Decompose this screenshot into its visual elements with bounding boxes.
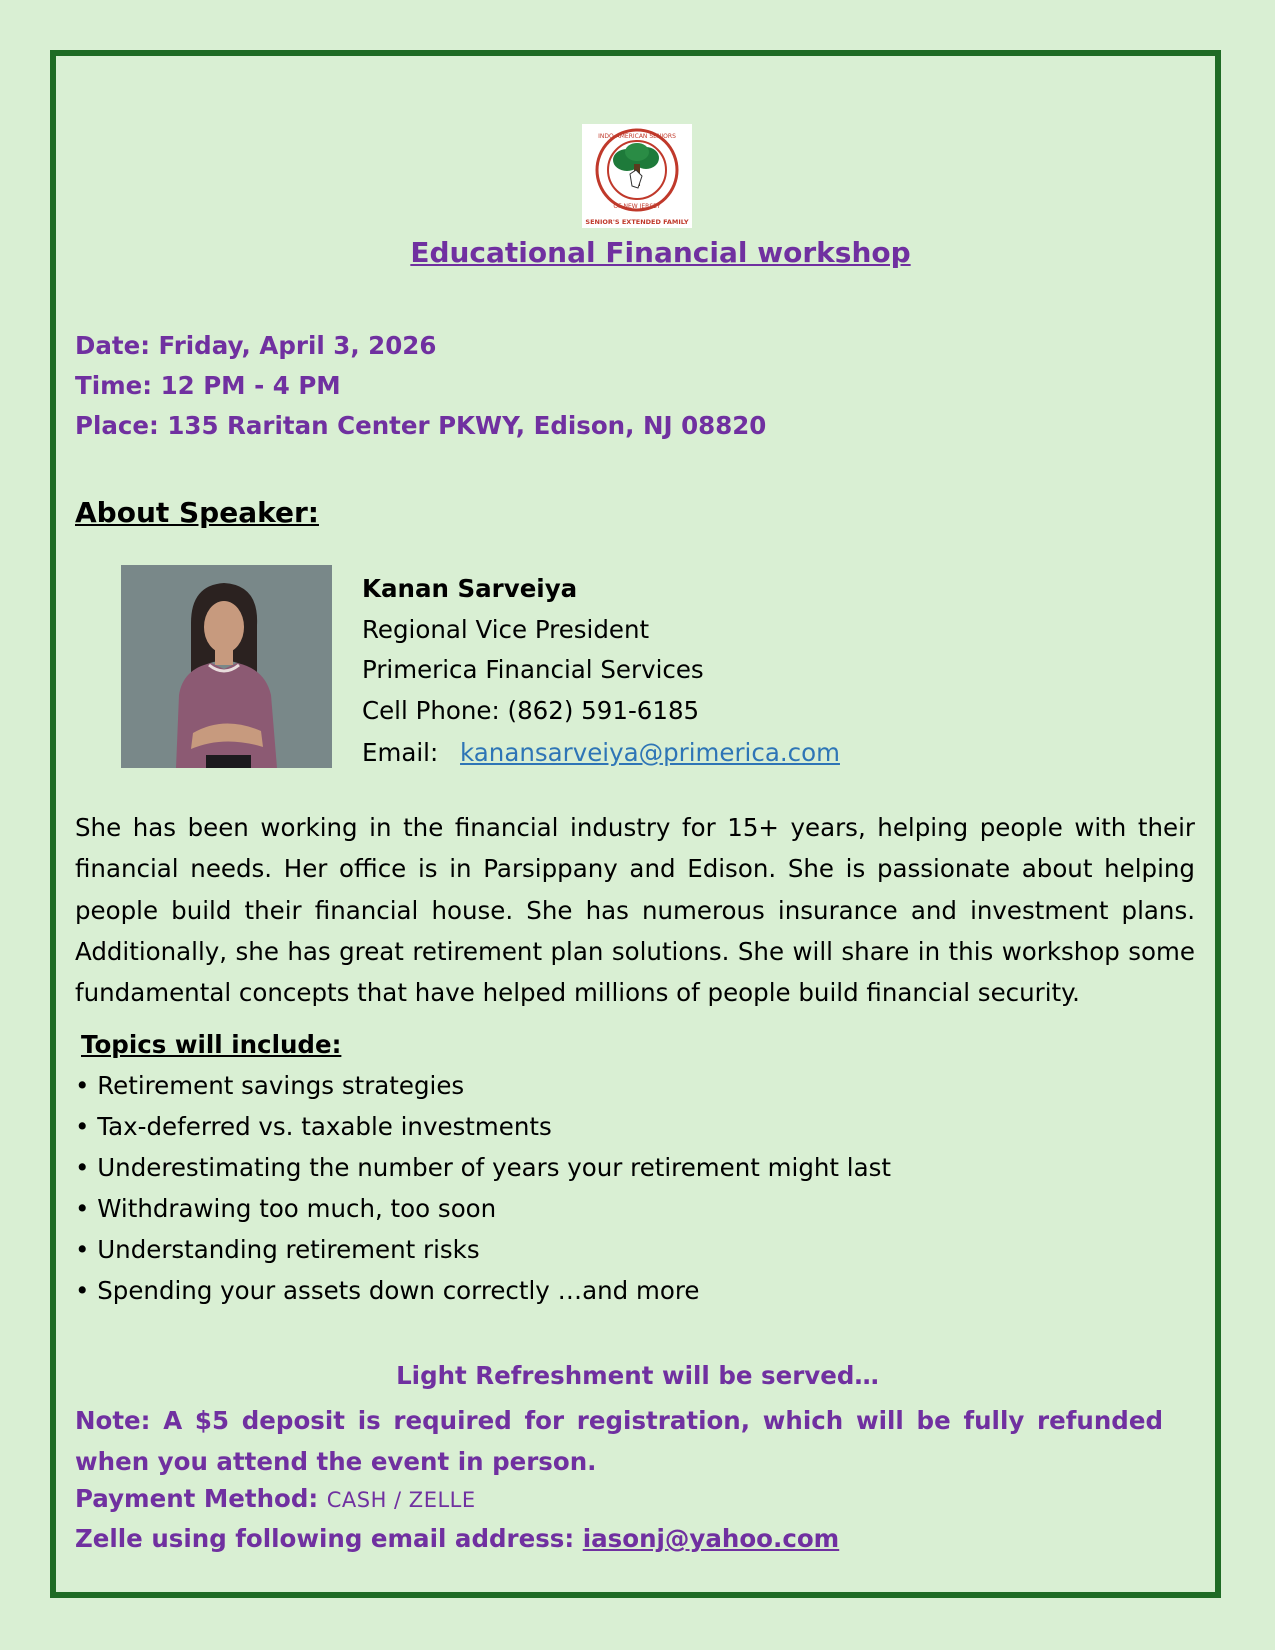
svg-text:INDO AMERICAN SENIORS: INDO AMERICAN SENIORS [598, 133, 676, 140]
speaker-phone: Cell Phone: (862) 591-6185 [362, 696, 700, 725]
logo-caption: SENIOR'S EXTENDED FAMILY [585, 218, 689, 226]
organization-logo [582, 124, 692, 228]
topic-item: • Underestimating the number of years your retirement might last [75, 1153, 891, 1182]
topics-heading: Topics will include: [81, 1030, 342, 1059]
topic-item: • Spending your assets down correctly …and more [75, 1276, 700, 1305]
speaker-bio: She has been working in the financial industry for 15+ years, helping people with their financial needs. Her office is in Parsippany and Edison. She is passionate about helping people build their financial house. She has numerous insurance and investment plans. Additionally, she has great retirement plan solutions. She will share in this workshop some fundamental concepts that have helped millions of people build financial security. [75, 813, 1195, 1008]
event-place: Place: 135 Raritan Center PKWY, Edison, NJ 08820 [75, 411, 767, 440]
payment-label: Payment Method: [75, 1484, 319, 1513]
event-date: Date: Friday, April 3, 2026 [75, 331, 437, 360]
zelle-label: Zelle using following email address: [75, 1524, 575, 1553]
speaker-email-row [362, 738, 840, 767]
deposit-note: Note: A $5 deposit is required for registration, which will be fully refunded when you attend the event in person. [75, 1406, 1163, 1477]
about-speaker-heading: About Speaker: [75, 496, 319, 529]
speaker-photo [121, 565, 332, 768]
speaker-company: Primerica Financial Services [362, 655, 704, 684]
topic-item: • Retirement savings strategies [75, 1071, 465, 1100]
event-time: Time: 12 PM - 4 PM [75, 371, 341, 400]
page-title: Educational Financial workshop [410, 236, 911, 269]
speaker-role: Regional Vice President [362, 615, 650, 644]
zelle-email-link[interactable]: iasonj@yahoo.com [582, 1524, 840, 1553]
topic-item: • Understanding retirement risks [75, 1235, 480, 1264]
speaker-email-link[interactable]: kanansarveiya@primerica.com [460, 738, 840, 767]
speaker-name: Kanan Sarveiya [362, 574, 578, 603]
payment-method [75, 1484, 476, 1513]
email-label: Email: [362, 738, 439, 767]
svg-text:OF NEW JERSEY: OF NEW JERSEY [613, 203, 661, 210]
refreshment-notice: Light Refreshment will be served… [396, 1361, 879, 1390]
topic-item: • Withdrawing too much, too soon [75, 1194, 497, 1223]
topic-item: • Tax-deferred vs. taxable investments [75, 1112, 552, 1141]
zelle-info [75, 1524, 839, 1553]
payment-value: CASH / ZELLE [326, 1488, 476, 1512]
